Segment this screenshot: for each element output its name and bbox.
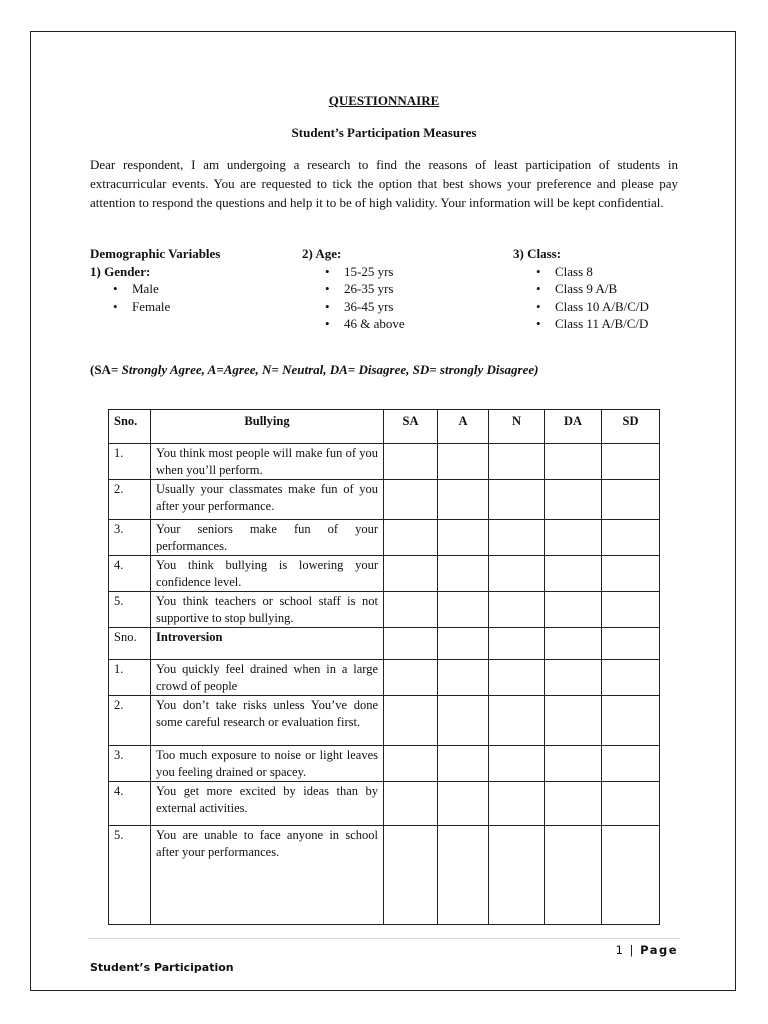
age-option: • 36-45 yrs (322, 298, 405, 316)
demographics-gender (90, 245, 220, 315)
table-row (109, 660, 660, 696)
answer-a-cell[interactable] (438, 826, 489, 925)
age-option: • 46 & above (322, 315, 405, 333)
table-row (109, 556, 660, 592)
gender-option: • Male (110, 280, 220, 298)
page-number-separator: | (624, 943, 641, 957)
answer-sd-cell[interactable] (602, 520, 660, 556)
answer-a-cell[interactable] (438, 660, 489, 696)
answer-sa-cell[interactable] (384, 556, 438, 592)
empty-cell (545, 628, 602, 660)
table-row (109, 480, 660, 520)
page-subtitle: Student’s Participation Measures (291, 125, 477, 140)
answer-n-cell[interactable] (489, 746, 545, 782)
row-question: You get more excited by ideas than by external activities. (151, 782, 384, 826)
answer-a-cell[interactable] (438, 480, 489, 520)
answer-n-cell[interactable] (489, 480, 545, 520)
answer-sa-cell[interactable] (384, 444, 438, 480)
row-sno: 5. (109, 826, 151, 925)
answer-sa-cell[interactable] (384, 480, 438, 520)
row-question: You quickly feel drained when in a large crowd of people (151, 660, 384, 696)
answer-da-cell[interactable] (545, 826, 602, 925)
answer-n-cell[interactable] (489, 782, 545, 826)
header-section-bullying: Bullying (151, 410, 384, 444)
row-question: You think most people will make fun of you when you’ll perform. (151, 444, 384, 480)
class-option: • Class 11 A/B/C/D (533, 315, 649, 333)
demographics-class (513, 245, 649, 333)
legend-text: Strongly Agree, A=Agree, N= Neutral, DA= Disagree, SD= strongly Disagree) (118, 362, 539, 377)
header-n: N (489, 410, 545, 444)
header-sno: Sno. (109, 410, 151, 444)
legend-open: (SA= (90, 362, 119, 377)
table-row (109, 782, 660, 826)
answer-n-cell[interactable] (489, 660, 545, 696)
answer-n-cell[interactable] (489, 556, 545, 592)
row-question: You are unable to face anyone in school after your performances. (151, 826, 384, 925)
answer-sa-cell[interactable] (384, 826, 438, 925)
answer-da-cell[interactable] (545, 592, 602, 628)
answer-sd-cell[interactable] (602, 556, 660, 592)
answer-a-cell[interactable] (438, 746, 489, 782)
answer-sa-cell[interactable] (384, 746, 438, 782)
class-option: • Class 10 A/B/C/D (533, 298, 649, 316)
answer-da-cell[interactable] (545, 444, 602, 480)
answer-n-cell[interactable] (489, 696, 545, 746)
answer-sd-cell[interactable] (602, 826, 660, 925)
gender-label: 1) Gender: (90, 263, 151, 279)
answer-sa-cell[interactable] (384, 660, 438, 696)
answer-n-cell[interactable] (489, 444, 545, 480)
answer-da-cell[interactable] (545, 746, 602, 782)
demographics-age (302, 245, 405, 333)
age-option: • 15-25 yrs (322, 263, 405, 281)
page-number-value: 1 (615, 943, 625, 957)
empty-cell (384, 628, 438, 660)
answer-sa-cell[interactable] (384, 696, 438, 746)
intro-paragraph: Dear respondent, I am undergoing a research to find the reasons of least participation of students in extracurricular events. You are requested to tick the option that best shows your preference and please pay attention to respond the questions and help it to be of high validity. Your information will be kept confidential. (90, 157, 678, 210)
table-row (109, 444, 660, 480)
footer-divider (88, 938, 680, 939)
class-option: • Class 8 (533, 263, 649, 281)
header-a: A (438, 410, 489, 444)
row-sno: 3. (109, 746, 151, 782)
empty-cell (602, 628, 660, 660)
empty-cell (489, 628, 545, 660)
answer-n-cell[interactable] (489, 826, 545, 925)
answer-a-cell[interactable] (438, 556, 489, 592)
table-row (109, 696, 660, 746)
answer-n-cell[interactable] (489, 592, 545, 628)
answer-da-cell[interactable] (545, 696, 602, 746)
page-number (600, 943, 678, 957)
row-question: You don’t take risks unless You’ve done some careful research or evaluation first. (151, 696, 384, 746)
page-label: Page (640, 943, 678, 957)
row-sno: 2. (109, 696, 151, 746)
table-header-row (109, 410, 660, 444)
footer-doc-title: Student’s Participation (90, 961, 234, 974)
gender-option: • Female (110, 298, 220, 316)
table-row (109, 592, 660, 628)
questionnaire-table (108, 409, 660, 925)
answer-sd-cell[interactable] (602, 782, 660, 826)
row-question: Too much exposure to noise or light leaves you feeling drained or spacey. (151, 746, 384, 782)
answer-a-cell[interactable] (438, 444, 489, 480)
empty-cell (438, 628, 489, 660)
table-row (109, 520, 660, 556)
row-sno: 3. (109, 520, 151, 556)
answer-sa-cell[interactable] (384, 592, 438, 628)
age-label: 2) Age: (302, 246, 342, 261)
row-sno: 1. (109, 660, 151, 696)
answer-a-cell[interactable] (438, 592, 489, 628)
answer-sd-cell[interactable] (602, 480, 660, 520)
page-title: QUESTIONNAIRE (328, 93, 440, 108)
answer-sd-cell[interactable] (602, 746, 660, 782)
answer-a-cell[interactable] (438, 782, 489, 826)
header-sa: SA (384, 410, 438, 444)
row-sno: 1. (109, 444, 151, 480)
demographics-heading: Demographic Variables (90, 246, 221, 261)
section-sno: Sno. (109, 628, 151, 660)
answer-sa-cell[interactable] (384, 782, 438, 826)
row-sno: 5. (109, 592, 151, 628)
table-row (109, 746, 660, 782)
age-option: • 26-35 yrs (322, 280, 405, 298)
answer-sd-cell[interactable] (602, 444, 660, 480)
answer-da-cell[interactable] (545, 556, 602, 592)
row-question: Usually your classmates make fun of you after your performance. (151, 480, 384, 520)
answer-a-cell[interactable] (438, 696, 489, 746)
answer-sa-cell[interactable] (384, 520, 438, 556)
answer-sd-cell[interactable] (602, 592, 660, 628)
section-header-row (109, 628, 660, 660)
answer-sd-cell[interactable] (602, 660, 660, 696)
answer-n-cell[interactable] (489, 520, 545, 556)
row-sno: 4. (109, 782, 151, 826)
answer-a-cell[interactable] (438, 520, 489, 556)
answer-da-cell[interactable] (545, 480, 602, 520)
answer-sd-cell[interactable] (602, 696, 660, 746)
section-title-introversion: Introversion (151, 628, 384, 660)
row-question: Your seniors make fun of your performances. (151, 520, 384, 556)
row-question: You think teachers or school staff is not supportive to stop bullying. (151, 592, 384, 628)
class-option: • Class 9 A/B (533, 280, 649, 298)
table-row (109, 826, 660, 925)
row-sno: 4. (109, 556, 151, 592)
answer-da-cell[interactable] (545, 660, 602, 696)
answer-da-cell[interactable] (545, 520, 602, 556)
answer-da-cell[interactable] (545, 782, 602, 826)
header-sd: SD (602, 410, 660, 444)
header-da: DA (545, 410, 602, 444)
row-sno: 2. (109, 480, 151, 520)
row-question: You think bullying is lowering your confidence level. (151, 556, 384, 592)
class-label: 3) Class: (513, 246, 562, 261)
rating-legend (90, 362, 538, 378)
